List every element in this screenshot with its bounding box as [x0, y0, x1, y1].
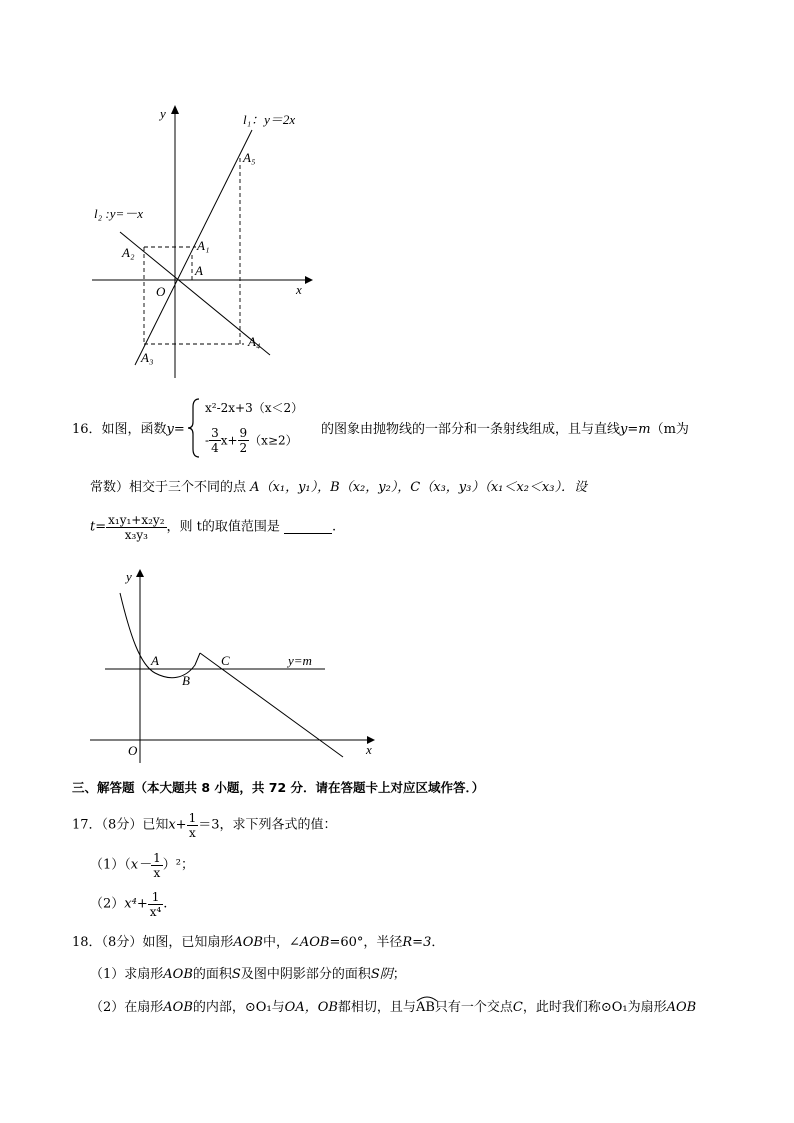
q18-stem: 18．（8分）如图，已知扇形AOB中，∠AOB=60°，半径R=3． — [72, 935, 445, 950]
y-axis-arrow — [136, 569, 144, 577]
section3-heading: 三、解答题（本大题共 8 小题，共 72 分．请在答题卡上对应区域作答．） — [72, 780, 485, 795]
fig1-A3-label: A₃ — [141, 350, 154, 365]
fig1-l2-label: l₂ :y=－x — [94, 206, 144, 221]
q16-number: 16．如图，函数 — [72, 422, 167, 437]
fig1-y-label: y — [160, 106, 166, 121]
fig2-line-label: y=m — [288, 653, 312, 668]
fig1-A5-label: A₅ — [243, 150, 256, 165]
q17-part1: （1）（x－ $\frac{1}{x}$ ）²； — [90, 851, 194, 880]
fig1-l1-label: l₁：y＝2x — [243, 112, 296, 127]
fig2-x-label: x — [366, 742, 372, 757]
y-axis-arrow — [171, 105, 179, 114]
line-l1 — [135, 130, 252, 365]
fig1-A-label: A — [195, 263, 203, 278]
q16-line3: t= $\frac{\text{x₁y₁+x₂y₂}}{\text{x₃y₃}}$ ，则 t的取值范围是 . — [90, 513, 337, 542]
q18-part2: （2）在扇形AOB的内部，⊙O₁与OA，OB都相切，且与 AB只有一个交点C，此时我们称⊙O₁为扇形AOB — [90, 999, 696, 1017]
q17-part2: （2）x⁴+ $\frac{1}{\text{x⁴}}$ . — [90, 890, 168, 919]
arc-ab: AB — [416, 999, 435, 1017]
fig1-A1-label: A₁ — [197, 238, 210, 253]
q16-answer-blank[interactable] — [284, 521, 332, 534]
q17-stem: 17．（8分）已知x+ $\frac{1}{x}$ ＝3，求下列各式的值： — [72, 811, 337, 840]
fig1-origin-label: O — [156, 284, 166, 299]
q16-piece2: - $\frac{3}{4}$ x+ $\frac{9}{2}$ （x≥2） — [205, 426, 298, 455]
figure-parabola-ray — [85, 565, 385, 765]
figure-lines-l1-l2 — [80, 100, 320, 385]
fig2-B-label: B — [182, 673, 190, 688]
fig1-A4-label: A₄ — [248, 334, 261, 349]
q16-line2: 常数）相交于三个不同的点 A（x₁，y₁），B（x₂，y₂），C（x₃，y₃）（x₁＜x₂＜x₃）．设 — [90, 480, 587, 495]
x-axis-arrow — [305, 276, 313, 284]
q16-line1-tail: 的图象由抛物线的一部分和一条射线组成，且与直线y=m（m为 — [321, 422, 689, 437]
q16-y-eq: y= — [166, 422, 185, 437]
q16-line1 — [72, 421, 185, 439]
fig1-x-label: x — [296, 282, 302, 297]
parabola-part — [120, 593, 200, 678]
q16-brace — [187, 397, 201, 459]
fig2-origin-label: O — [128, 743, 138, 758]
fig2-y-label: y — [126, 569, 132, 584]
fig2-C-label: C — [221, 653, 230, 668]
q18-part1: （1）求扇形AOB的面积S及图中阴影部分的面积S阴； — [90, 967, 406, 982]
fig2-A-label: A — [151, 653, 159, 668]
q16-piece1: x²-2x+3（x＜2） — [205, 401, 304, 415]
fig1-A2-label: A₂ — [122, 245, 135, 260]
